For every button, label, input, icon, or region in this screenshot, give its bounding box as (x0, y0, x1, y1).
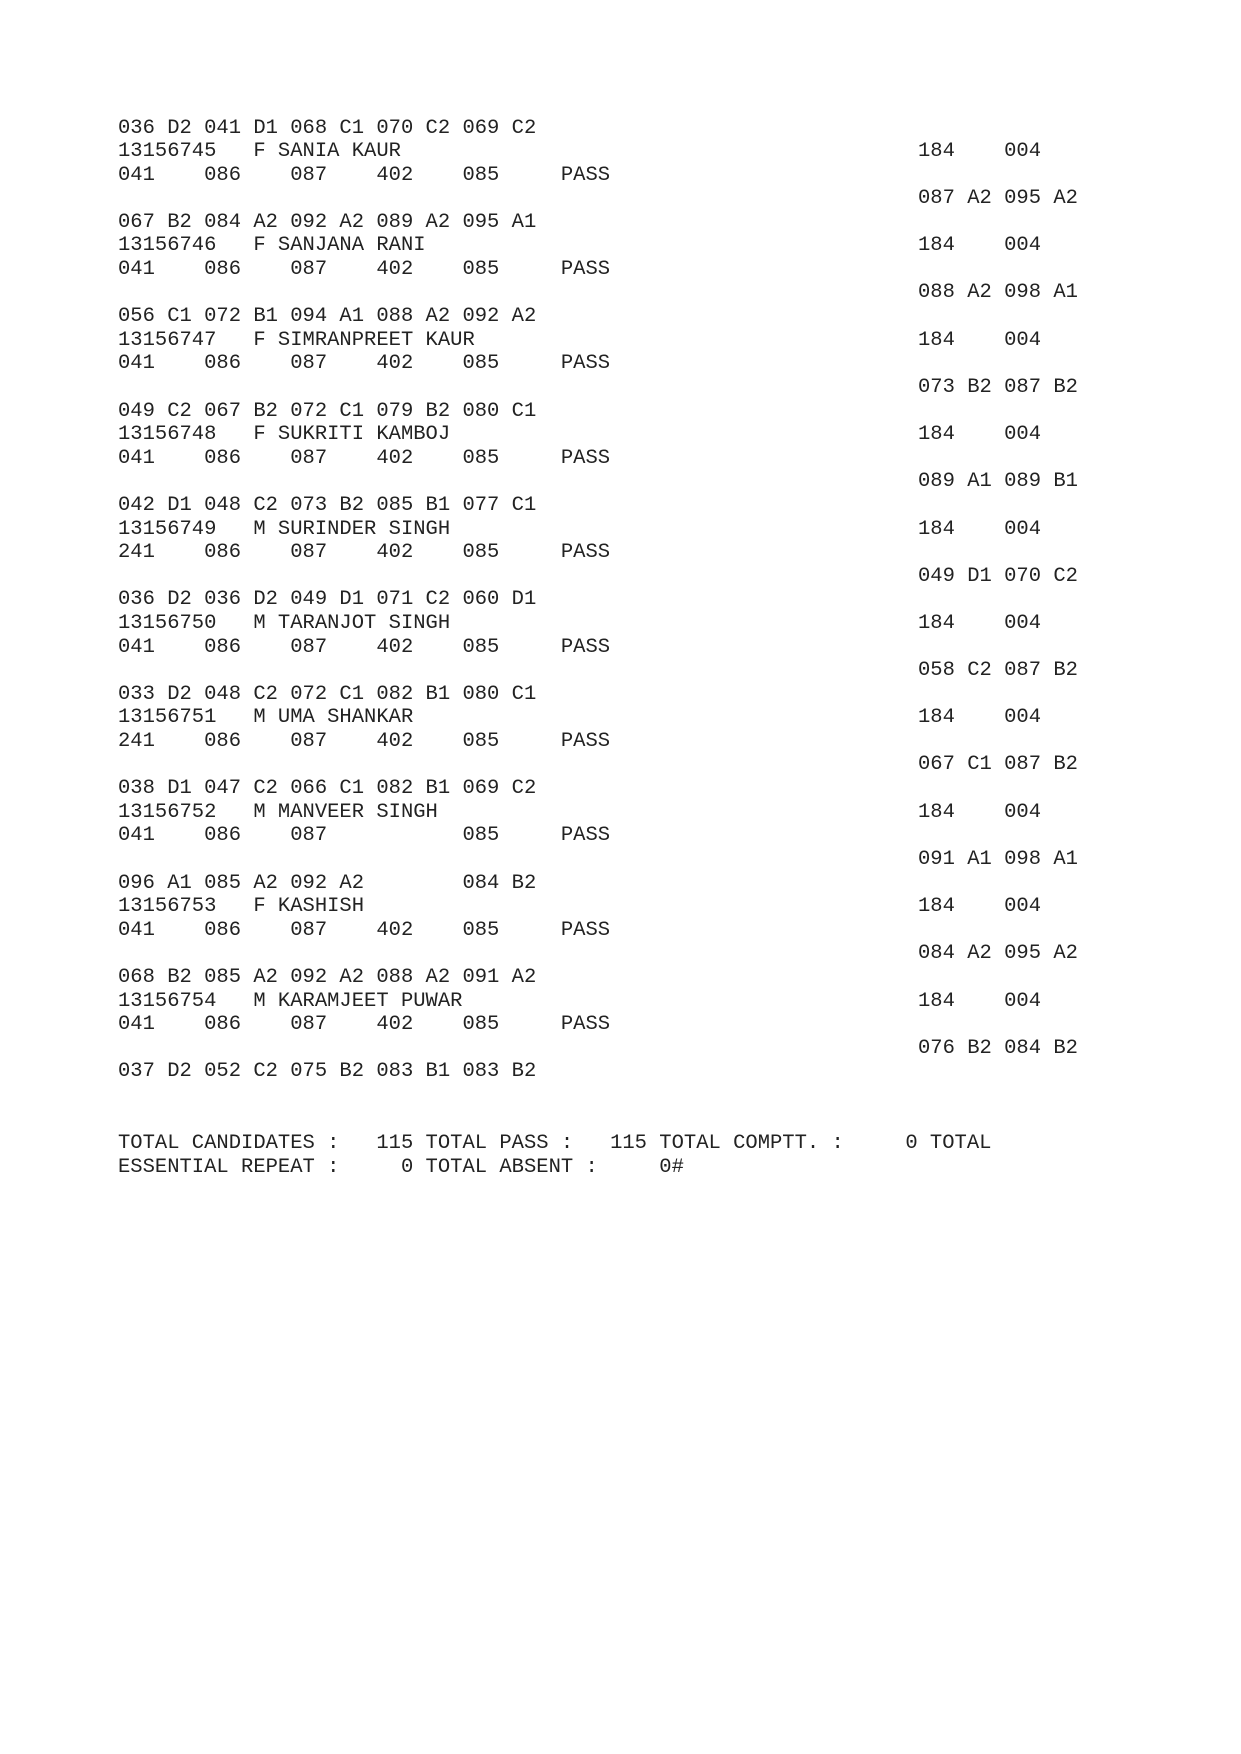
grades-line: 037 D2 052 C2 075 B2 083 B1 083 B2 (118, 1060, 537, 1084)
subject-codes-line: 041 086 087 402 085 PASS (118, 446, 611, 470)
grades-line: 033 D2 048 C2 072 C1 082 B1 080 C1 (118, 682, 537, 706)
grades-line: 038 D1 047 C2 066 C1 082 B1 069 C2 (118, 777, 537, 801)
right-grades-line: 088 A2 098 A1 (918, 281, 1078, 305)
grades-line: 068 B2 085 A2 092 A2 088 A2 091 A2 (118, 965, 537, 989)
grades-line: 056 C1 072 B1 094 A1 088 A2 092 A2 (118, 305, 537, 329)
subject-codes-line: 041 086 087 402 085 PASS (118, 352, 611, 376)
subject-codes-line: 041 086 087 402 085 PASS (118, 918, 611, 942)
right-header-line: 184 004 (918, 989, 1042, 1013)
right-header-line: 184 004 (918, 706, 1042, 730)
student-header-line: 13156754 M KARAMJEET PUWAR (118, 989, 463, 1013)
subject-codes-line: 041 086 087 402 085 PASS (118, 257, 611, 281)
right-header-line: 184 004 (918, 800, 1042, 824)
summary-line-2: ESSENTIAL REPEAT : 0 TOTAL ABSENT : 0# (118, 1156, 684, 1179)
right-grades-line: 076 B2 084 B2 (918, 1036, 1078, 1060)
student-header-line: 13156748 F SUKRITI KAMBOJ (118, 423, 451, 447)
right-grades-line: 067 C1 087 B2 (918, 753, 1078, 777)
right-grades-line: 058 C2 087 B2 (918, 659, 1078, 682)
right-grades-line: 084 A2 095 A2 (918, 942, 1078, 966)
subject-codes-line: 041 086 087 402 085 PASS (118, 1013, 611, 1037)
student-header-line: 13156747 F SIMRANPREET KAUR (118, 328, 475, 352)
grades-line: 042 D1 048 C2 073 B2 085 B1 077 C1 (118, 493, 537, 517)
grades-line: 036 D2 036 D2 049 D1 071 C2 060 D1 (118, 588, 537, 612)
grades-line: 036 D2 041 D1 068 C1 070 C2 069 C2 (118, 117, 537, 140)
subject-codes-line: 241 086 087 402 085 PASS (118, 541, 611, 565)
subject-codes-line: 041 086 087 085 PASS (118, 824, 611, 848)
student-header-line: 13156752 M MANVEER SINGH (118, 800, 438, 824)
subject-codes-line: 041 086 087 402 085 PASS (118, 163, 611, 187)
right-grades-line: 091 A1 098 A1 (918, 847, 1078, 871)
right-header-line: 184 004 (918, 423, 1042, 447)
right-header-line: 184 004 (918, 517, 1042, 541)
student-header-line: 13156751 M UMA SHANKAR (118, 706, 414, 730)
subject-codes-line: 241 086 087 402 085 PASS (118, 729, 611, 753)
right-header-line: 184 004 (918, 328, 1042, 352)
right-grades-line: 089 A1 089 B1 (918, 470, 1078, 494)
student-header-line: 13156749 M SURINDER SINGH (118, 517, 451, 541)
right-header-line: 184 004 (918, 612, 1042, 635)
student-header-line: 13156745 F SANIA KAUR (118, 140, 401, 163)
right-header-line: 184 004 (918, 234, 1042, 258)
right-grades-line: 073 B2 087 B2 (918, 375, 1078, 399)
student-header-line: 13156753 F KASHISH (118, 895, 365, 919)
right-header-line: 184 004 (918, 895, 1042, 919)
right-grades-line: 087 A2 095 A2 (918, 187, 1078, 210)
grades-line: 049 C2 067 B2 072 C1 079 B2 080 C1 (118, 399, 537, 423)
subject-codes-line: 041 086 087 402 085 PASS (118, 635, 611, 659)
grades-line: 067 B2 084 A2 092 A2 089 A2 095 A1 (118, 210, 537, 234)
right-grades-line: 049 D1 070 C2 (918, 564, 1078, 588)
student-header-line: 13156750 M TARANJOT SINGH (118, 612, 451, 635)
summary-line-1: TOTAL CANDIDATES : 115 TOTAL PASS : 115 TOTAL COMPTT. : 0 TOTAL (118, 1132, 992, 1155)
right-header-line: 184 004 (918, 140, 1042, 163)
grades-line: 096 A1 085 A2 092 A2 084 B2 (118, 871, 537, 895)
student-header-line: 13156746 F SANJANA RANI (118, 234, 426, 258)
